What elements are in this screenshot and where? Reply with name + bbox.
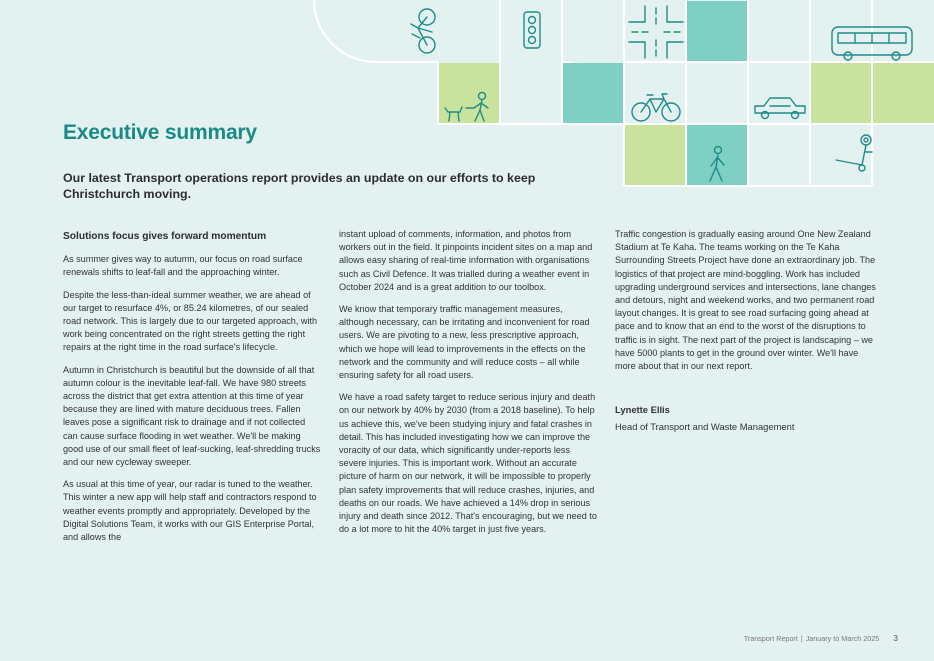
header-illustration xyxy=(0,0,934,190)
traffic-light-icon xyxy=(524,12,540,48)
bicycle-icon xyxy=(632,94,680,121)
page-title: Executive summary xyxy=(63,121,257,144)
signature-name: Lynette Ellis xyxy=(615,404,670,416)
footer-period: January to March 2025 xyxy=(805,634,880,643)
paragraph: Traffic congestion is gradually easing around One New Zealand Stadium at Te Kaha. The teams working on the Te Kaha Surrounding Streets Project have done an extraordinary job. The logistics of that project are mind-boggling. Work has included upgrading underground services and intersections, lane changes and detours, night and weekend works, and two permanent road layout changes. It is great to see road surfacing going ahead at pace and to know that an end to the worst of the disruptions to traffic is in sight. The next part of the project is landscaping – we have 5000 plants to get in the ground over winter. We'll have more about that in our next report. xyxy=(615,229,876,372)
paragraph: We know that temporary traffic management measures, although necessary, can be irritating and inconvenient for road users. We are pivoting to a new, less prescriptive approach, which we hope will lead to improvements in the effects on the network and the community and will reduce costs – all while ensuring safety for all road users. xyxy=(339,304,590,381)
footer-report: Transport Report xyxy=(743,634,798,643)
intro-text: Our latest Transport operations report provides an update on our efforts to keep Christchurch moving. xyxy=(63,171,536,201)
column-2 xyxy=(339,228,597,545)
scooter-icon xyxy=(836,135,872,171)
column-1 xyxy=(63,228,321,553)
cyclist-icon xyxy=(411,9,435,53)
page-footer xyxy=(744,633,898,643)
signature-role: Head of Transport and Waste Management xyxy=(615,421,795,433)
paragraph: As usual at this time of year, our radar is tuned to the weather. This winter a new app will help staff and contractors respond to weather events promptly and appropriately. Developed by the Digital Solutions Team, it works with our GIS Enterprise Portal, and allows the xyxy=(63,479,317,543)
paragraph: We have a road safety target to reduce serious injury and death on our network by 40% by 2030 (from a 2018 baseline). To help us achieve this, we've been studying injury and fatal crashes in detail. This has included investigating how we can improve the voracity of our data, which significantly under-reports less severe injuries. This is important work. Without an accurate picture of harm on our network, it will be impossible to properly plan safety improvements that will reduce crashes, injuries, and deaths on our roads. We have achieved a 14% drop in serious injury and death since 2012. That's encouraging, but we need to do a lot more to hit the 40% target in just five years. xyxy=(339,392,597,535)
signature-block xyxy=(615,403,877,433)
paragraph: instant upload of comments, information, and photos from workers out in the field. It pinpoints incident sites on a map and allows easy sharing of real-time information with organisations such as Civil Defence. It was trialled during a weather event in October 2024 and is a great addition to our toolbox. xyxy=(339,229,593,292)
paragraph: As summer gives way to autumn, our focus on road surface renewals shifts to leaf-fall and the approaching winter. xyxy=(63,254,303,278)
paragraph: Autumn in Christchurch is beautiful but the downside of all that autumn colour is the inevitable leaf-fall. We have 980 streets across the district that get extra attention at this time of year because they are lined with mature deciduous trees. Fallen leaves pose a significant risk to drainage and if not collected can cause surface flooding in wet weather. We'll be making good use of our small fleet of leaf-sucking, leaf-shredding trucks and our new cycleway sweeper. xyxy=(63,364,321,468)
column-3 xyxy=(615,228,877,434)
section-heading: Solutions focus gives forward momentum xyxy=(63,231,267,242)
paragraph: Despite the less-than-ideal summer weather, we are ahead of our target to resurface 4%, or 85.24 kilometres, of our sealed road network. This is largely due to our targeted approach, with work being concentrated on the right streets getting the right repairs at the right time in the road surface's lifecycle. xyxy=(63,289,318,353)
car-icon xyxy=(755,98,805,119)
footer-separator: | xyxy=(800,634,803,643)
page-number: 3 xyxy=(893,633,898,643)
intersection-icon xyxy=(629,6,683,58)
